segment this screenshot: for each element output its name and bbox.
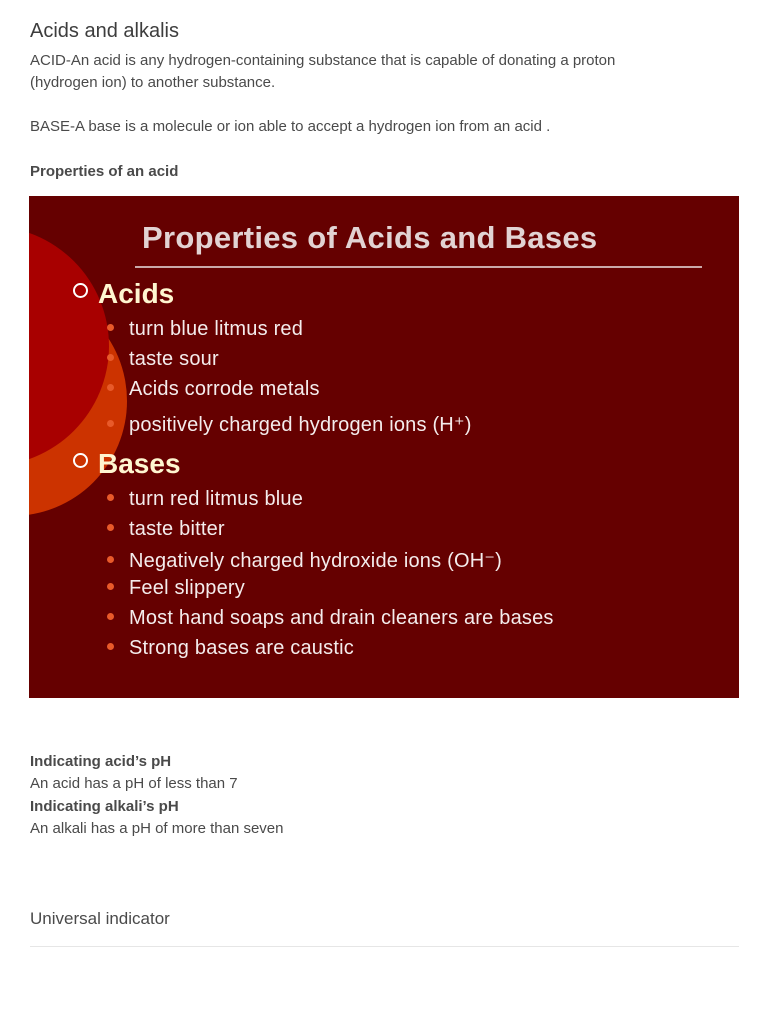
slide-title-rule bbox=[135, 266, 702, 268]
alkali-ph-text: An alkali has a pH of more than seven bbox=[30, 820, 284, 837]
slide-base-item: Most hand soaps and drain cleaners are bases bbox=[107, 607, 554, 630]
universal-indicator-heading: Universal indicator bbox=[30, 909, 170, 928]
properties-slide-image bbox=[29, 196, 739, 698]
bases-heading-text: Bases bbox=[98, 448, 181, 479]
slide-acids-heading bbox=[73, 278, 174, 310]
acid-definition-line2: (hydrogen ion) to another substance. bbox=[30, 74, 276, 91]
slide-acid-item: turn blue litmus red bbox=[107, 318, 303, 341]
alkali-ph-heading: Indicating alkali’s pH bbox=[30, 798, 179, 815]
bullet-dot-icon bbox=[107, 613, 114, 620]
slide-base-item: Feel slippery bbox=[107, 577, 245, 600]
bullet-dot-icon bbox=[107, 643, 114, 650]
bullet-dot-icon bbox=[107, 494, 114, 501]
acids-heading-text: Acids bbox=[98, 278, 175, 309]
slide-acid-item: taste sour bbox=[107, 348, 219, 371]
bullet-dot-icon bbox=[107, 556, 114, 563]
bullet-dot-icon bbox=[107, 384, 114, 391]
bullet-dot-icon bbox=[107, 354, 114, 361]
slide-base-item: Negatively charged hydroxide ions (OH⁻) bbox=[107, 548, 502, 573]
section-divider bbox=[30, 946, 739, 947]
bullet-dot-icon bbox=[107, 324, 114, 331]
properties-heading: Properties of an acid bbox=[30, 163, 179, 180]
acid-definition-line1: ACID-An acid is any hydrogen-containing substance that is capable of donating a proton bbox=[30, 52, 616, 69]
acid-ph-heading: Indicating acid’s pH bbox=[30, 753, 172, 770]
document-title: Acids and alkalis bbox=[30, 20, 179, 42]
base-definition: BASE-A base is a molecule or ion able to accept a hydrogen ion from an acid . bbox=[30, 118, 551, 135]
slide-title: Properties of Acids and Bases bbox=[142, 220, 598, 255]
slide-base-item: taste bitter bbox=[107, 518, 225, 541]
bullet-dot-icon bbox=[107, 524, 114, 531]
acid-ph-text: An acid has a pH of less than 7 bbox=[30, 775, 238, 792]
slide-base-item: turn red litmus blue bbox=[107, 488, 303, 511]
slide-acid-item: positively charged hydrogen ions (H⁺) bbox=[107, 412, 472, 437]
bullet-dot-icon bbox=[107, 583, 114, 590]
slide-bases-heading bbox=[73, 448, 181, 480]
slide-acid-item: Acids corrode metals bbox=[107, 378, 320, 401]
ring-bullet-icon bbox=[73, 453, 88, 468]
slide-base-item: Strong bases are caustic bbox=[107, 637, 354, 660]
ring-bullet-icon bbox=[73, 283, 88, 298]
acid-definition bbox=[30, 50, 730, 94]
bullet-dot-icon bbox=[107, 420, 114, 427]
